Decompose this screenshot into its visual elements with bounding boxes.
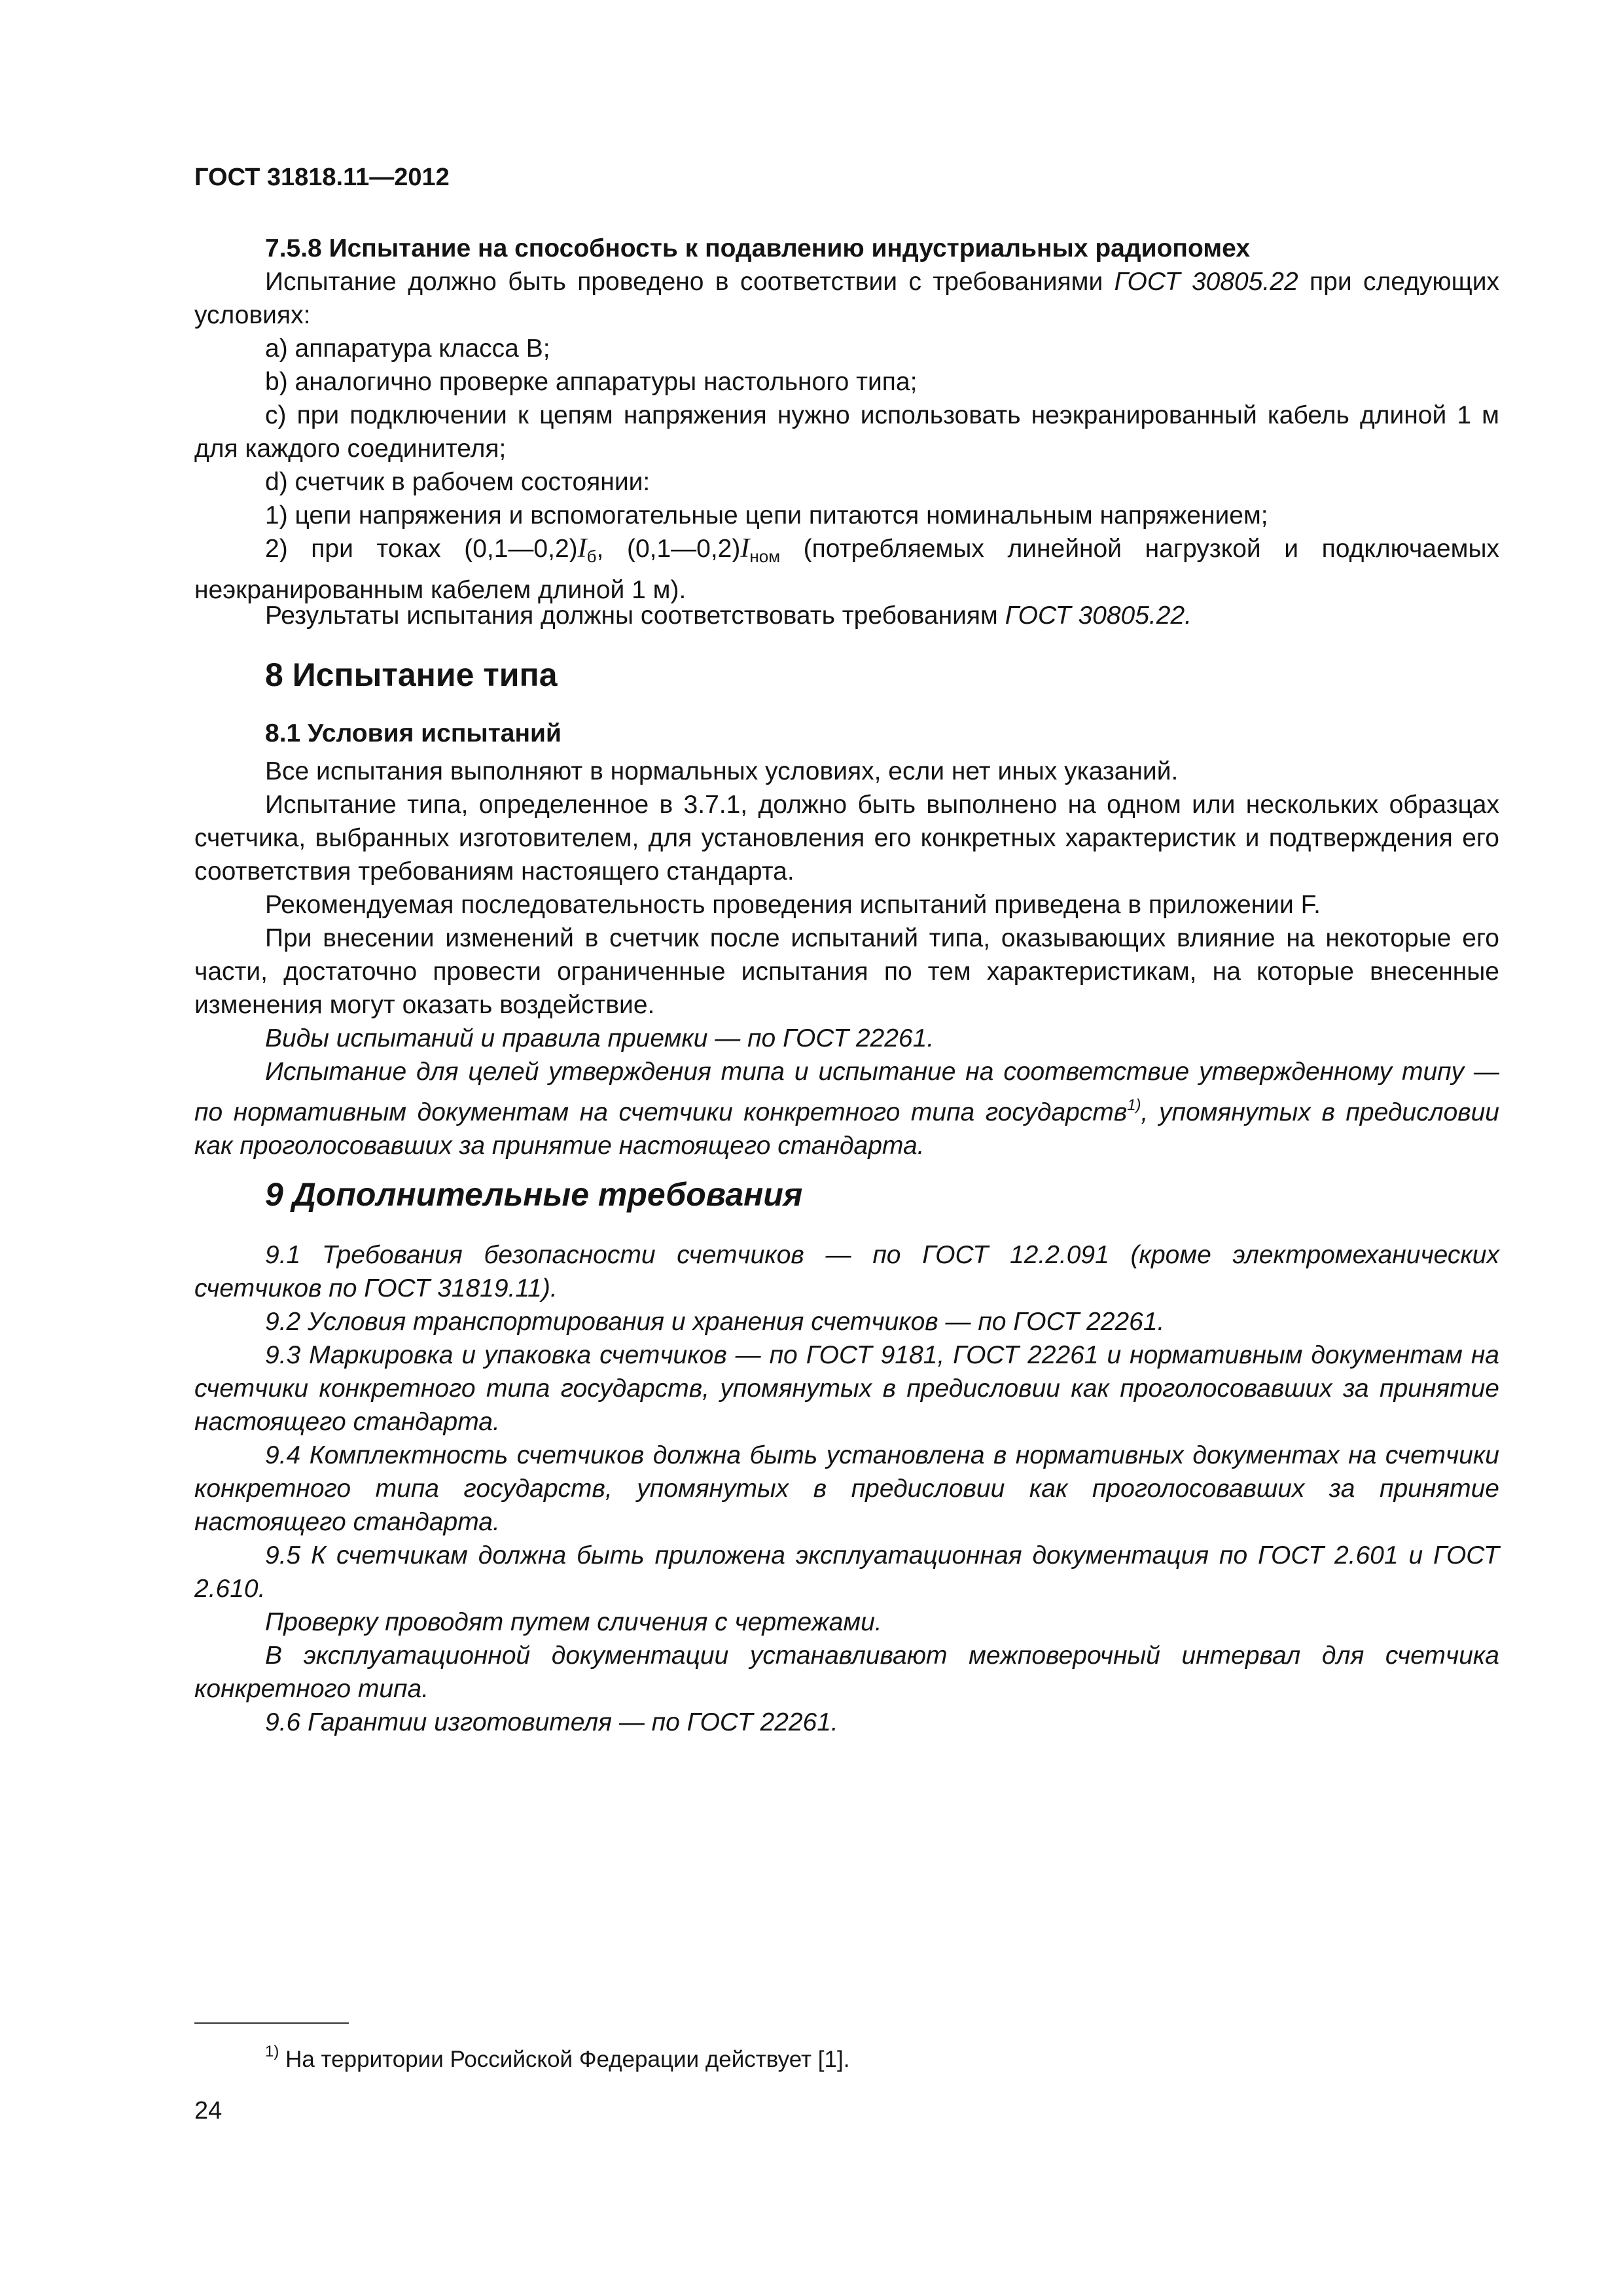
- section-7-5-8-result: Результаты испытания должны соответствовать требованиям ГОСТ 30805.22.: [265, 601, 1192, 630]
- document-header: ГОСТ 31818.11—2012: [194, 164, 450, 191]
- section-9-1: 9.1 Требования безопасности счетчиков — по ГОСТ 12.2.091 (кроме электромеханических счетчиков по ГОСТ 31819.11).: [194, 1241, 1499, 1302]
- section-8-1-p5: Виды испытаний и правила приемки — по ГОСТ 22261.: [265, 1024, 935, 1052]
- section-7-5-8-title: 7.5.8 Испытание на способность к подавлению индустриальных радиопомех: [265, 234, 1251, 262]
- footnote-divider: [194, 2022, 349, 2024]
- list-item-1: 1) цепи напряжения и вспомогательные цепи питаются номинальным напряжением;: [265, 501, 1268, 529]
- section-8-title: 8 Испытание типа: [265, 656, 558, 693]
- section-9-5-check: Проверку проводят путем сличения с чертежами.: [265, 1608, 882, 1636]
- section-8-1-p1: Все испытания выполняют в нормальных условиях, если нет иных указаний.: [265, 757, 1179, 785]
- section-9-5-interval: В эксплуатационной документации устанавливают межповерочный интервал для счетчика конкретного типа.: [194, 1641, 1499, 1703]
- section-8-1-p2: Испытание типа, определенное в 3.7.1, должно быть выполнено на одном или нескольких образцах счетчика, выбранных изготовителем, для установления его конкретных характеристик и подтверждения его соответствия требованиям настоящего стандарта.: [194, 791, 1499, 886]
- section-9-5: 9.5 К счетчикам должна быть приложена эксплуатационная документация по ГОСТ 2.601 и ГОСТ 2.610.: [194, 1541, 1499, 1603]
- list-item-d: d) счетчик в рабочем состоянии:: [265, 468, 651, 496]
- section-9-title: 9 Дополнительные требования: [265, 1176, 803, 1213]
- footnote: $^{1)}$ На территории Российской Федерации действует [1].: [265, 2043, 850, 2072]
- section-8-1-p4: При внесении изменений в счетчик после испытаний типа, оказывающих влияние на некоторые его части, достаточно провести ограниченные испытания по тем характеристикам, на которые внесенные изменения могут оказать воздействие.: [194, 924, 1499, 1019]
- list-item-c: с) при подключении к цепям напряжения нужно использовать неэкранированный кабель длиной 1 м для каждого соединителя;: [194, 401, 1499, 463]
- section-8-1-p3: Рекомендуемая последовательность проведения испытаний приведена в приложении F.: [265, 891, 1321, 919]
- section-9-2: 9.2 Условия транспортирования и хранения счетчиков — по ГОСТ 22261.: [265, 1308, 1165, 1336]
- section-9-3: 9.3 Маркировка и упаковка счетчиков — по ГОСТ 9181, ГОСТ 22261 и нормативным документам на счетчики конкретного типа государств, упомянутых в предисловии как проголосовавших за принятие настоящего стандарта.: [194, 1341, 1499, 1436]
- list-item-a: а) аппаратура класса В;: [265, 334, 550, 363]
- section-8-1-title: 8.1 Условия испытаний: [265, 719, 562, 747]
- list-item-2: 2) при токах $(0,1—0,2)I_б$, $(0,1—0,2)I_{ном}$ (потребляемых линейной нагрузкой и подключаемых неэкранированным кабелем длиной 1 м).: [194, 533, 1500, 604]
- section-7-5-8-intro: Испытание должно быть проведено в соответствии с требованиями ГОСТ 30805.22 при следующих условиях:: [194, 268, 1499, 329]
- list-item-b: b) аналогично проверке аппаратуры настольного типа;: [265, 368, 918, 396]
- section-9-4: 9.4 Комплектность счетчиков должна быть установлена в нормативных документах на счетчики конкретного типа государств, упомянутых в предисловии как проголосовавших за принятие настоящего стандарта.: [194, 1441, 1499, 1536]
- section-9-6: 9.6 Гарантии изготовителя — по ГОСТ 22261.: [265, 1708, 838, 1736]
- page-number: 24: [194, 2097, 223, 2125]
- section-8-1-p6: Испытание для целей утверждения типа и испытание на соответствие утвержденному типу — по нормативным документам на счетчики конкретного типа государств$^{1)}$, упомянутых в предисловии как проголосовавших за принятие настоящего стандарта.: [194, 1058, 1499, 1160]
- footnote-ref: 1): [1127, 1096, 1141, 1114]
